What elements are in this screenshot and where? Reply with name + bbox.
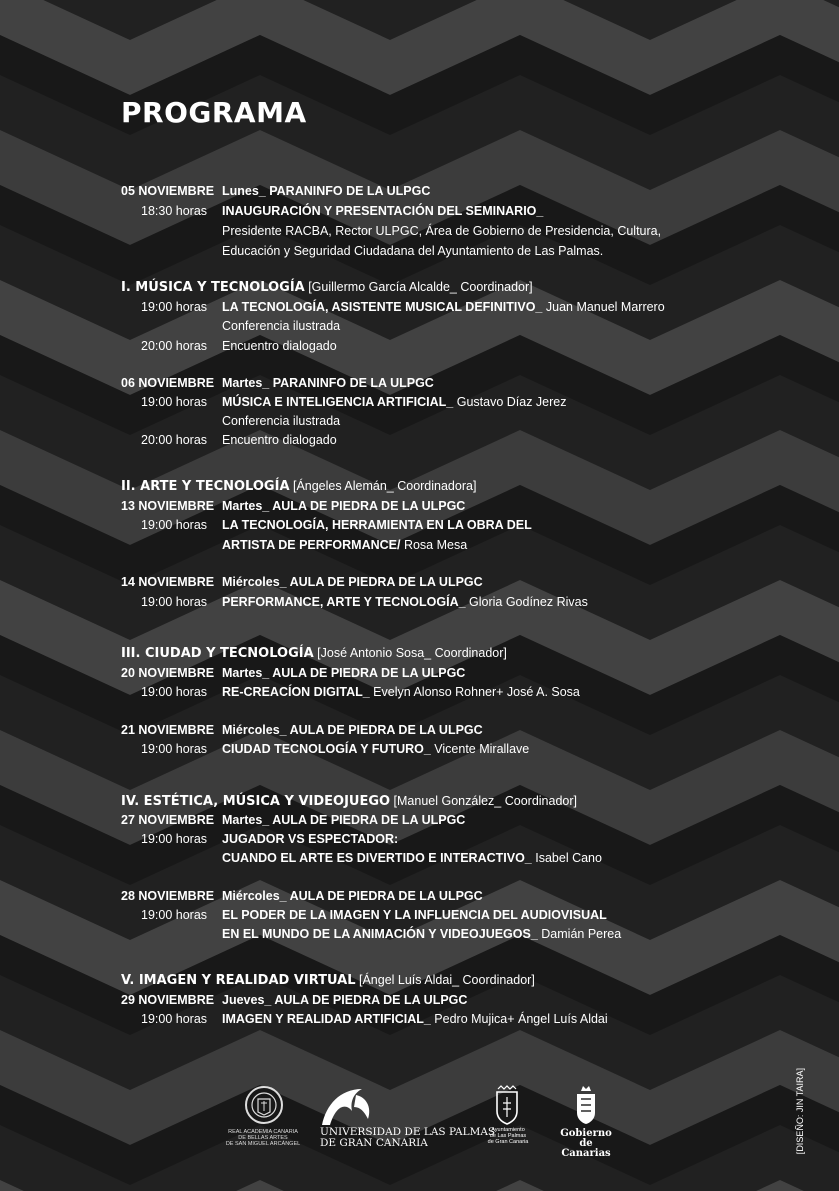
section-coordinator: [Ángel Luís Aldai_ Coordinador] [355, 973, 535, 987]
event-date: 14 NOVIEMBRE [121, 575, 215, 589]
ayuntamiento-logo [478, 1085, 538, 1155]
event-date: 27 NOVIEMBRE [121, 813, 215, 827]
event-speaker: Gloria Godínez Rivas [465, 595, 588, 609]
event-speaker: Encuentro dialogado [222, 433, 337, 447]
event-title: CUANDO EL ARTE ES DIVERTIDO E INTERACTIVO_ [222, 851, 532, 865]
event-line [222, 927, 621, 941]
section-coordinator: [José Antonio Sosa_ Coordinador] [313, 646, 507, 660]
event-time: 19:00 horas [141, 300, 208, 314]
event-title: LA TECNOLOGÍA, HERRAMIENTA EN LA OBRA DEL [222, 518, 532, 532]
ayto-line-1: Ayuntamiento [491, 1127, 525, 1133]
event-detail: Conferencia ilustrada [222, 319, 341, 333]
event-title: EN EL MUNDO DE LA ANIMACIÓN Y VIDEOJUEGOS_ [222, 927, 538, 941]
event-date: 13 NOVIEMBRE [121, 499, 215, 513]
event-line [222, 204, 543, 218]
event-venue: Martes_ PARANINFO DE LA ULPGC [222, 376, 434, 390]
ulpgc-logo [316, 1085, 496, 1155]
racba-line-3: DE SAN MIGUEL ARCÁNGEL [225, 1141, 301, 1147]
gob-line-2: de Canarias [561, 1138, 611, 1159]
academy-seal-icon [244, 1085, 284, 1125]
event-line [222, 742, 529, 756]
racba-logo [222, 1085, 304, 1155]
event-title: RE-CREACÍON DIGITAL_ [222, 685, 370, 699]
event-speaker: Vicente Mirallave [430, 742, 530, 756]
event-speaker: Rosa Mesa [400, 538, 468, 552]
event-time: 20:00 horas [141, 339, 208, 353]
event-venue: Martes_ AULA DE PIEDRA DE LA ULPGC [222, 499, 466, 513]
section-coordinator: [Guillermo García Alcalde_ Coordinador] [304, 280, 533, 294]
event-time: 19:00 horas [141, 518, 208, 532]
event-venue: Miércoles_ AULA DE PIEDRA DE LA ULPGC [222, 889, 483, 903]
event-venue: Miércoles_ AULA DE PIEDRA DE LA ULPGC [222, 575, 483, 589]
section-coordinator: [Manuel González_ Coordinador] [390, 794, 577, 808]
event-speaker: Juan Manuel Marrero [542, 300, 665, 314]
event-line [222, 518, 532, 532]
ulpgc-line-1: UNIVERSIDAD DE LAS PALMAS [320, 1126, 496, 1138]
event-venue: Martes_ AULA DE PIEDRA DE LA ULPGC [222, 813, 466, 827]
event-title: EL PODER DE LA IMAGEN Y LA INFLUENCIA DEL AUDIOVISUAL [222, 908, 607, 922]
event-line [222, 832, 398, 846]
event-title: MÚSICA E INTELIGENCIA ARTIFICIAL_ [222, 395, 454, 409]
ulpgc-line-2: DE GRAN CANARIA [320, 1137, 428, 1149]
gobierno-canarias-logo [553, 1085, 619, 1159]
section-heading [121, 973, 535, 988]
event-time: 19:00 horas [141, 685, 208, 699]
event-line [222, 1012, 608, 1026]
event-title: LA TECNOLOGÍA, ASISTENTE MUSICAL DEFINITIVO_ [222, 300, 543, 314]
city-crest-icon [494, 1085, 520, 1125]
event-detail: Presidente RACBA, Rector ULPGC, Área de Gobierno de Presidencia, Cultura, [222, 224, 662, 238]
event-date: 28 NOVIEMBRE [121, 889, 215, 903]
event-time: 19:00 horas [141, 595, 208, 609]
gob-line-1: Gobierno [560, 1128, 612, 1139]
event-line [222, 851, 602, 865]
event-time: 19:00 horas [141, 832, 208, 846]
event-title: IMAGEN Y REALIDAD ARTIFICIAL_ [222, 1012, 431, 1026]
section-title: III. CIUDAD Y TECNOLOGÍA [121, 646, 314, 661]
event-time: 18:30 horas [141, 204, 208, 218]
event-date: 06 NOVIEMBRE [121, 376, 215, 390]
page-title: PROGRAMA [121, 96, 307, 129]
event-line [222, 538, 467, 552]
event-line [222, 685, 580, 699]
section-title: IV. ESTÉTICA, MÚSICA Y VIDEOJUEGO [121, 794, 391, 809]
event-line [222, 395, 567, 409]
event-speaker: Damián Perea [537, 927, 622, 941]
event-title: ARTISTA DE PERFORMANCE/ [222, 538, 401, 552]
canarias-crest-icon [573, 1085, 599, 1125]
event-speaker: Isabel Cano [531, 851, 602, 865]
event-time: 19:00 horas [141, 742, 208, 756]
event-speaker: Encuentro dialogado [222, 339, 337, 353]
event-line [222, 339, 337, 353]
section-title: I. MÚSICA Y TECNOLOGÍA [121, 280, 305, 295]
event-time: 19:00 horas [141, 908, 208, 922]
event-venue: Miércoles_ AULA DE PIEDRA DE LA ULPGC [222, 723, 483, 737]
event-line [222, 433, 337, 447]
ulpgc-mark-icon [316, 1085, 376, 1127]
racba-line-1: REAL ACADEMIA CANARIA [228, 1129, 298, 1135]
section-title: II. ARTE Y TECNOLOGÍA [121, 479, 290, 494]
section-title: V. IMAGEN Y REALIDAD VIRTUAL [121, 973, 356, 988]
section-heading [121, 280, 533, 295]
event-line [222, 908, 607, 922]
event-venue: Jueves_ AULA DE PIEDRA DE LA ULPGC [222, 993, 468, 1007]
event-speaker: Gustavo Díaz Jerez [453, 395, 567, 409]
event-title: JUGADOR VS ESPECTADOR: [222, 832, 399, 846]
event-time: 20:00 horas [141, 433, 208, 447]
event-time: 19:00 horas [141, 395, 208, 409]
event-title: PERFORMANCE, ARTE Y TECNOLOGÍA_ [222, 595, 466, 609]
design-credit: [DISEÑO: JIN TAIRA] [795, 1068, 805, 1155]
ayto-line-3: de Gran Canaria [487, 1139, 529, 1145]
section-heading [121, 479, 476, 494]
event-speaker: Evelyn Alonso Rohner+ José A. Sosa [369, 685, 580, 699]
event-venue: Lunes_ PARANINFO DE LA ULPGC [222, 184, 431, 198]
event-date: 21 NOVIEMBRE [121, 723, 215, 737]
event-time: 19:00 horas [141, 1012, 208, 1026]
section-heading [121, 646, 507, 661]
ayto-line-2: de Las Palmas [489, 1133, 527, 1139]
event-date: 29 NOVIEMBRE [121, 993, 215, 1007]
event-line [222, 595, 588, 609]
event-detail: Educación y Seguridad Ciudadana del Ayuntamiento de Las Palmas. [222, 244, 604, 258]
racba-line-2: DE BELLAS ARTES [238, 1135, 288, 1141]
event-date: 05 NOVIEMBRE [121, 184, 215, 198]
event-title: INAUGURACIÓN Y PRESENTACIÓN DEL SEMINARIO_ [222, 204, 544, 218]
event-title: CIUDAD TECNOLOGÍA Y FUTURO_ [222, 742, 431, 756]
event-speaker: Pedro Mujica+ Ángel Luís Aldai [430, 1012, 608, 1026]
event-venue: Martes_ AULA DE PIEDRA DE LA ULPGC [222, 666, 466, 680]
event-line [222, 300, 665, 314]
event-detail: Conferencia ilustrada [222, 414, 341, 428]
event-date: 20 NOVIEMBRE [121, 666, 215, 680]
section-coordinator: [Ángeles Alemán_ Coordinadora] [289, 479, 477, 493]
section-heading [121, 794, 577, 809]
